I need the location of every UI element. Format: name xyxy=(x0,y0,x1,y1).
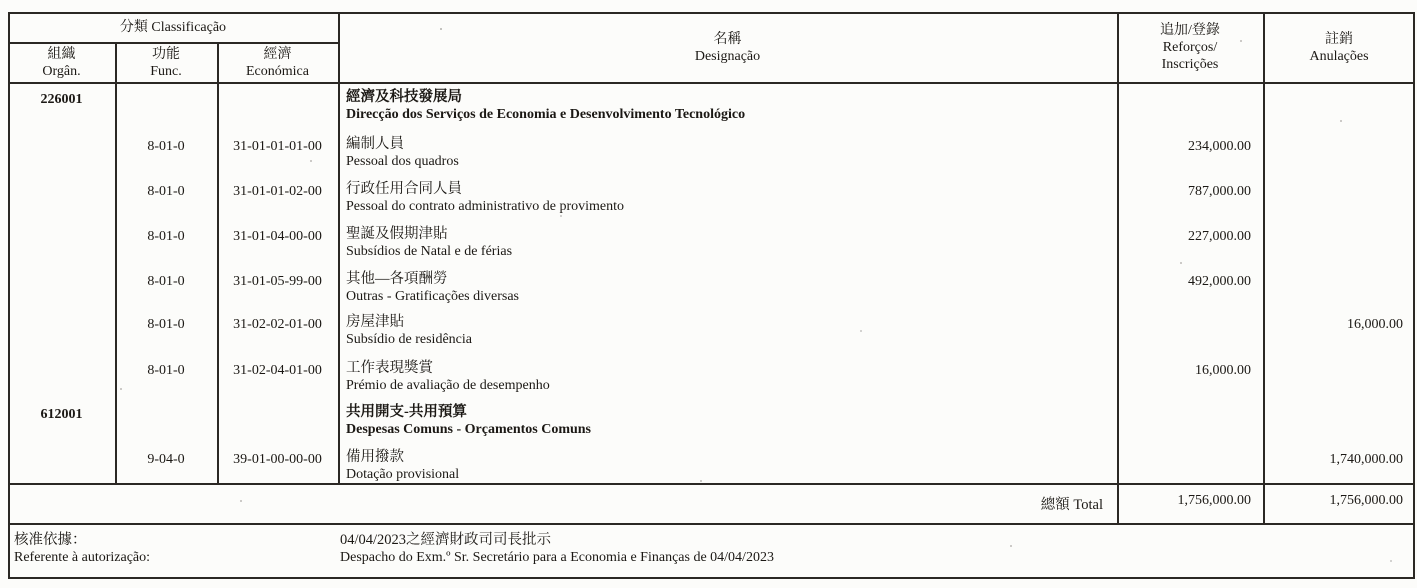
anulacoes-amount-cell xyxy=(1263,359,1403,362)
func-code-cell xyxy=(115,403,217,406)
designation-zh: 編制人員 xyxy=(346,136,404,152)
designation-pt: Subsídio de residência xyxy=(346,332,472,347)
org-code-cell: 226001 xyxy=(40,92,83,107)
header-classification-label: 分類 Classificação xyxy=(119,19,227,35)
designation-pt: Pessoal do contrato administrativo de provimento xyxy=(346,199,625,214)
reforcos-amount-cell xyxy=(1117,88,1251,91)
budget-table xyxy=(8,12,1415,579)
reforcos-amount-cell: 16,000.00 xyxy=(1195,363,1251,378)
table-row xyxy=(8,403,1415,443)
func-code-cell: 8-01-0 xyxy=(147,317,185,332)
designation-zh: 其他—各項酬勞 xyxy=(346,271,448,287)
reforcos-amount-cell: 234,000.00 xyxy=(1188,139,1251,154)
designation-cell xyxy=(346,448,1106,483)
org-code-cell xyxy=(8,359,115,362)
header-designation xyxy=(338,12,1117,83)
table-row xyxy=(8,88,1415,128)
total-reforcos-amount: 1,756,000.00 xyxy=(1177,493,1251,508)
designation-cell xyxy=(346,135,1106,170)
econ-code-cell xyxy=(217,403,338,406)
func-code-cell: 8-01-0 xyxy=(147,229,185,244)
designation-zh: 備用撥款 xyxy=(346,449,404,465)
designation-zh: 聖誕及假期津貼 xyxy=(346,226,448,242)
header-anulacoes-zh: 註銷 xyxy=(1325,31,1353,47)
header-reforcos-pt2: Inscrições xyxy=(1161,57,1219,72)
table-row xyxy=(8,448,1415,488)
header-anulacoes-pt: Anulações xyxy=(1309,48,1369,64)
econ-code-cell: 31-02-04-01-00 xyxy=(233,363,322,378)
func-code-cell: 9-04-0 xyxy=(147,452,185,467)
scan-noise xyxy=(0,0,2,2)
authorization-label xyxy=(14,531,150,566)
table-row xyxy=(8,270,1415,310)
table-row xyxy=(8,359,1415,399)
header-designation-pt: Designação xyxy=(694,48,761,64)
table-row xyxy=(8,180,1415,220)
designation-zh: 行政任用合同人員 xyxy=(346,181,462,197)
header-classification xyxy=(8,12,338,42)
econ-code-cell: 31-01-01-02-00 xyxy=(233,184,322,199)
designation-zh: 共用開支-共用預算 xyxy=(346,404,467,420)
designation-pt: Despesas Comuns - Orçamentos Comuns xyxy=(346,422,592,437)
anulacoes-amount-cell: 1,740,000.00 xyxy=(1329,452,1403,467)
table-border-bottom xyxy=(8,577,1415,579)
anulacoes-amount-cell xyxy=(1263,135,1403,138)
designation-cell xyxy=(346,270,1106,305)
header-organ xyxy=(8,42,115,83)
header-organ-pt: Orgân. xyxy=(42,63,81,79)
designation-pt: Outras - Gratificações diversas xyxy=(346,289,519,304)
designation-pt: Subsídios de Natal e de férias xyxy=(346,244,513,259)
header-reforcos-pt1: Reforços/ xyxy=(1162,40,1218,55)
header-anulacoes xyxy=(1263,12,1415,83)
func-code-cell xyxy=(115,88,217,91)
org-code-cell: 612001 xyxy=(40,407,83,422)
authorization-label-pt: Referente à autorização: xyxy=(14,550,151,565)
anulacoes-amount-cell: 16,000.00 xyxy=(1347,317,1403,332)
header-reforcos xyxy=(1117,12,1263,83)
designation-pt: Dotação provisional xyxy=(346,467,460,482)
econ-code-cell: 31-01-05-99-00 xyxy=(233,274,322,289)
authorization-text-zh: 04/04/2023之經濟財政司司長批示 xyxy=(340,532,552,548)
header-econ-pt: Económica xyxy=(246,63,309,79)
reforcos-amount-cell: 227,000.00 xyxy=(1188,229,1251,244)
authorization-label-zh: 核准依據： xyxy=(14,532,87,548)
org-code-cell xyxy=(8,225,115,228)
total-label: 總額 Total xyxy=(1040,497,1103,513)
designation-cell xyxy=(346,225,1106,260)
org-code-cell xyxy=(8,270,115,273)
reforcos-amount-cell xyxy=(1117,448,1251,451)
header-econ-zh: 經濟 xyxy=(263,46,292,62)
econ-code-cell: 39-01-00-00-00 xyxy=(233,452,322,467)
econ-code-cell xyxy=(217,88,338,91)
header-reforcos-zh: 追加/登錄 xyxy=(1160,23,1220,38)
designation-cell xyxy=(346,403,1106,438)
designation-cell xyxy=(346,359,1106,394)
table-row xyxy=(8,135,1415,175)
reforcos-amount-cell xyxy=(1117,403,1251,406)
designation-zh: 工作表現獎賞 xyxy=(346,360,433,376)
func-code-cell: 8-01-0 xyxy=(147,139,185,154)
total-anulacoes-amount: 1,756,000.00 xyxy=(1329,493,1403,508)
func-code-cell: 8-01-0 xyxy=(147,184,185,199)
anulacoes-amount-cell xyxy=(1263,225,1403,228)
header-organ-zh: 組織 xyxy=(47,46,76,62)
header-func-pt: Func. xyxy=(150,63,182,79)
designation-zh: 房屋津貼 xyxy=(346,314,404,330)
anulacoes-amount-cell xyxy=(1263,270,1403,273)
reforcos-amount-cell xyxy=(1117,313,1251,316)
authorization-text-pt: Despacho do Exm.º Sr. Secretário para a Economia e Finanças de 04/04/2023 xyxy=(340,550,774,565)
econ-code-cell: 31-01-01-01-00 xyxy=(233,139,322,154)
header-econ xyxy=(217,42,338,83)
designation-pt: Pessoal dos quadros xyxy=(346,154,459,169)
anulacoes-amount-cell xyxy=(1263,180,1403,183)
header-func xyxy=(115,42,217,83)
reforcos-amount-cell: 492,000.00 xyxy=(1188,274,1251,289)
org-code-cell xyxy=(8,180,115,183)
designation-zh: 經濟及科技發展局 xyxy=(346,89,462,105)
designation-pt: Prémio de avaliação de desempenho xyxy=(346,378,550,393)
header-designation-zh: 名稱 xyxy=(713,31,742,47)
func-code-cell: 8-01-0 xyxy=(147,363,185,378)
anulacoes-amount-cell xyxy=(1263,88,1403,91)
designation-cell xyxy=(346,313,1106,348)
authorization-footer xyxy=(8,523,1415,577)
org-code-cell xyxy=(8,313,115,316)
designation-pt: Direcção dos Serviços de Economia e Desenvolvimento Tecnológico xyxy=(346,107,746,122)
econ-code-cell: 31-02-02-01-00 xyxy=(233,317,322,332)
table-row xyxy=(8,313,1415,353)
org-code-cell xyxy=(8,448,115,451)
designation-cell xyxy=(346,180,1106,215)
org-code-cell xyxy=(8,135,115,138)
econ-code-cell: 31-01-04-00-00 xyxy=(233,229,322,244)
func-code-cell: 8-01-0 xyxy=(147,274,185,289)
anulacoes-amount-cell xyxy=(1263,403,1403,406)
table-body xyxy=(8,82,1415,483)
authorization-text xyxy=(340,531,774,566)
table-row xyxy=(8,225,1415,265)
header-func-zh: 功能 xyxy=(152,46,180,62)
total-row xyxy=(8,483,1415,523)
reforcos-amount-cell: 787,000.00 xyxy=(1188,184,1251,199)
designation-cell xyxy=(346,88,1106,123)
